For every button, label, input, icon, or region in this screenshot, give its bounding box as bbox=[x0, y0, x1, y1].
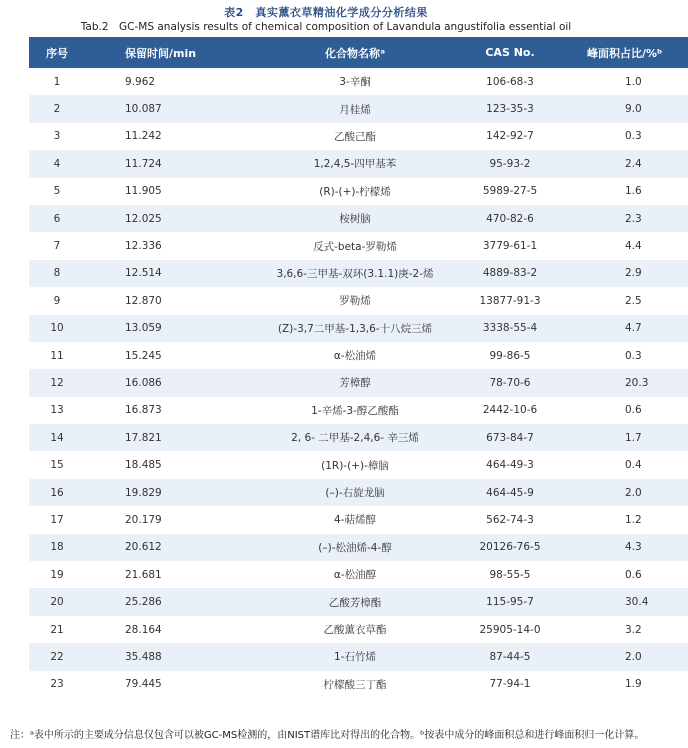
cell-no: 9 bbox=[53, 294, 61, 307]
cell-retention-time: 20.179 bbox=[125, 513, 162, 526]
cell-cas-no: 4889-83-2 bbox=[482, 267, 538, 280]
cell-peak-area: 0.6 bbox=[625, 568, 642, 581]
cell-no: 13 bbox=[50, 404, 64, 417]
cell-cas-no: 99-86-5 bbox=[489, 349, 531, 362]
cell-cas-no: 464-45-9 bbox=[486, 486, 534, 499]
header-cas-no: CAS No. bbox=[485, 46, 535, 59]
cell-cas-no: 106-68-3 bbox=[486, 75, 534, 88]
cell-peak-area: 0.4 bbox=[625, 459, 642, 472]
cell-peak-area: 1.2 bbox=[625, 513, 642, 526]
cell-compound-name: 罗勒烯 bbox=[339, 295, 371, 308]
cell-cas-no: 115-95-7 bbox=[486, 596, 534, 609]
header-retention-time: 保留时间/min bbox=[125, 46, 197, 60]
cell-no: 18 bbox=[50, 541, 64, 554]
cell-no: 23 bbox=[50, 678, 64, 691]
cell-retention-time: 12.025 bbox=[125, 212, 162, 225]
table-row bbox=[29, 315, 688, 342]
cell-retention-time: 35.488 bbox=[125, 650, 162, 663]
cell-retention-time: 17.821 bbox=[125, 431, 162, 444]
cell-retention-time: 12.870 bbox=[125, 294, 162, 307]
cell-no: 2 bbox=[53, 103, 61, 116]
cell-cas-no: 20126-76-5 bbox=[479, 541, 541, 554]
cell-cas-no: 95-93-2 bbox=[489, 157, 531, 170]
cell-cas-no: 87-44-5 bbox=[489, 650, 531, 663]
cell-peak-area: 4.4 bbox=[625, 240, 642, 253]
cell-cas-no: 123-35-3 bbox=[486, 103, 534, 116]
table-row bbox=[29, 205, 688, 232]
table-row bbox=[29, 68, 688, 95]
cell-compound-name: (Z)-3,7二甲基-1,3,6-十八烷三烯 bbox=[277, 322, 433, 335]
cell-no: 8 bbox=[53, 267, 61, 280]
cell-peak-area: 0.3 bbox=[625, 349, 642, 362]
cell-no: 21 bbox=[50, 623, 64, 636]
cell-cas-no: 25905-14-0 bbox=[479, 623, 541, 636]
header-compound-name: 化合物名称ᵃ bbox=[324, 46, 386, 60]
cell-no: 20 bbox=[50, 596, 64, 609]
cell-no: 3 bbox=[53, 130, 61, 143]
cell-compound-name: 1,2,4,5-四甲基苯 bbox=[313, 158, 397, 171]
cell-peak-area: 2.0 bbox=[625, 650, 642, 663]
cell-peak-area: 2.0 bbox=[625, 486, 642, 499]
cell-cas-no: 2442-10-6 bbox=[482, 404, 538, 417]
cell-cas-no: 77-94-1 bbox=[489, 678, 531, 691]
cell-cas-no: 562-74-3 bbox=[486, 513, 534, 526]
header-no: 序号 bbox=[46, 46, 68, 60]
cell-retention-time: 16.873 bbox=[125, 404, 162, 417]
table-row bbox=[29, 178, 688, 205]
cell-retention-time: 11.724 bbox=[125, 157, 162, 170]
cell-compound-name: 乙酸薰衣草酯 bbox=[323, 624, 387, 636]
table-row bbox=[29, 342, 688, 369]
table-row bbox=[29, 397, 688, 424]
cell-no: 4 bbox=[53, 157, 61, 170]
table-row bbox=[29, 561, 688, 588]
table-row bbox=[29, 424, 688, 451]
footnote: 注：ᵃ表中所示的主要成分信息仅包含可以被GC-MS检测的，由NIST谱库比对得出的化合物。ᵇ按表中成分的峰面积总和进行峰面积归一化计算。 bbox=[10, 730, 645, 741]
table-row bbox=[29, 150, 688, 177]
cell-compound-name: (R)-(+)-柠檬烯 bbox=[319, 185, 391, 198]
table-row bbox=[29, 123, 688, 150]
cell-no: 1 bbox=[53, 75, 61, 88]
cell-compound-name: 乙酸己酯 bbox=[334, 130, 376, 143]
cell-no: 15 bbox=[50, 459, 64, 472]
cell-peak-area: 1.9 bbox=[625, 678, 642, 691]
cell-compound-name: 4-萜烯醇 bbox=[334, 514, 376, 527]
cell-compound-name: 柠檬酸三丁酯 bbox=[323, 678, 387, 691]
cell-cas-no: 3338-55-4 bbox=[482, 322, 538, 335]
cell-retention-time: 16.086 bbox=[125, 376, 162, 389]
cell-compound-name: 月桂烯 bbox=[339, 103, 371, 116]
cell-cas-no: 13877-91-3 bbox=[479, 294, 541, 307]
cell-peak-area: 1.6 bbox=[625, 185, 642, 198]
table-title-en: Tab.2 GC-MS analysis results of chemical composition of Lavandula angustifolia essential oil bbox=[80, 21, 572, 33]
cell-retention-time: 10.087 bbox=[125, 103, 162, 116]
cell-cas-no: 98-55-5 bbox=[489, 568, 531, 581]
cell-compound-name: α-松油烯 bbox=[333, 350, 377, 363]
cell-retention-time: 28.164 bbox=[125, 623, 162, 636]
cell-peak-area: 4.3 bbox=[625, 541, 642, 554]
cell-compound-name: 乙酸芳樟酯 bbox=[328, 596, 382, 609]
cell-retention-time: 13.059 bbox=[125, 322, 162, 335]
cell-no: 6 bbox=[53, 212, 61, 225]
cell-compound-name: 芳樟醇 bbox=[339, 377, 371, 390]
cell-retention-time: 15.245 bbox=[125, 349, 162, 362]
cell-cas-no: 5989-27-5 bbox=[482, 185, 538, 198]
cell-retention-time: 21.681 bbox=[125, 568, 162, 581]
cell-compound-name: 2, 6- 二甲基-2,4,6- 辛三烯 bbox=[291, 432, 419, 445]
cell-retention-time: 11.905 bbox=[125, 185, 162, 198]
cell-cas-no: 464-49-3 bbox=[486, 459, 534, 472]
cell-peak-area: 0.3 bbox=[625, 130, 642, 143]
table-row bbox=[29, 232, 688, 259]
table-row bbox=[29, 479, 688, 506]
cell-no: 22 bbox=[50, 650, 64, 663]
composition-table bbox=[29, 37, 688, 698]
cell-peak-area: 0.6 bbox=[625, 404, 642, 417]
cell-peak-area: 2.4 bbox=[625, 157, 642, 170]
table-row bbox=[29, 95, 688, 122]
cell-peak-area: 2.3 bbox=[625, 212, 642, 225]
cell-no: 10 bbox=[50, 322, 64, 335]
cell-peak-area: 4.7 bbox=[625, 322, 642, 335]
table-row bbox=[29, 588, 688, 615]
cell-compound-name: 3-辛酮 bbox=[339, 76, 371, 89]
table-row bbox=[29, 451, 688, 478]
cell-retention-time: 9.962 bbox=[125, 75, 156, 88]
cell-cas-no: 142-92-7 bbox=[486, 130, 534, 143]
cell-compound-name: (–)-右旋龙脑 bbox=[325, 487, 385, 500]
cell-no: 12 bbox=[50, 376, 64, 389]
table-title-cn: 表2 真实薰衣草精油化学成分分析结果 bbox=[224, 6, 428, 19]
cell-peak-area: 9.0 bbox=[625, 103, 642, 116]
table-row bbox=[29, 287, 688, 314]
table-header-row bbox=[29, 37, 688, 68]
cell-no: 16 bbox=[50, 486, 64, 499]
cell-cas-no: 3779-61-1 bbox=[482, 240, 538, 253]
cell-compound-name: 1-石竹烯 bbox=[334, 651, 376, 664]
cell-compound-name: 桉树脑 bbox=[339, 213, 371, 226]
cell-retention-time: 18.485 bbox=[125, 459, 162, 472]
cell-peak-area: 1.0 bbox=[625, 75, 642, 88]
cell-peak-area: 1.7 bbox=[625, 431, 642, 444]
cell-compound-name: α-松油醇 bbox=[333, 569, 377, 582]
table-row bbox=[29, 506, 688, 533]
cell-cas-no: 470-82-6 bbox=[486, 212, 534, 225]
table-row bbox=[29, 260, 688, 287]
cell-no: 17 bbox=[50, 513, 64, 526]
cell-retention-time: 12.336 bbox=[125, 240, 162, 253]
table-row bbox=[29, 643, 688, 670]
cell-compound-name: (–)-松油烯-4-醇 bbox=[318, 541, 392, 554]
table-row bbox=[29, 534, 688, 561]
cell-retention-time: 25.286 bbox=[125, 596, 162, 609]
cell-no: 14 bbox=[50, 431, 64, 444]
cell-compound-name: 3,6,6-三甲基-双环(3.1.1)庚-2-烯 bbox=[276, 267, 434, 280]
table-row bbox=[29, 616, 688, 643]
cell-retention-time: 79.445 bbox=[125, 678, 162, 691]
header-peak-area: 峰面积占比/%ᵇ bbox=[587, 46, 663, 60]
cell-peak-area: 2.9 bbox=[625, 267, 642, 280]
cell-compound-name: (1R)-(+)-樟脑 bbox=[321, 459, 389, 472]
cell-retention-time: 11.242 bbox=[125, 130, 162, 143]
cell-compound-name: 1-辛烯-3-醇乙酸酯 bbox=[311, 404, 399, 417]
cell-retention-time: 12.514 bbox=[125, 267, 162, 280]
cell-compound-name: 反式-beta-罗勒烯 bbox=[313, 240, 397, 253]
cell-peak-area: 2.5 bbox=[625, 294, 642, 307]
cell-cas-no: 78-70-6 bbox=[489, 376, 531, 389]
cell-peak-area: 3.2 bbox=[625, 623, 642, 636]
cell-peak-area: 20.3 bbox=[625, 376, 649, 389]
cell-retention-time: 20.612 bbox=[125, 541, 162, 554]
table-row bbox=[29, 671, 688, 698]
cell-retention-time: 19.829 bbox=[125, 486, 162, 499]
cell-no: 7 bbox=[53, 240, 61, 253]
cell-peak-area: 30.4 bbox=[625, 596, 649, 609]
cell-cas-no: 673-84-7 bbox=[486, 431, 534, 444]
table-body bbox=[29, 68, 688, 698]
table-row bbox=[29, 369, 688, 396]
cell-no: 11 bbox=[50, 349, 64, 362]
cell-no: 19 bbox=[50, 568, 64, 581]
cell-no: 5 bbox=[53, 185, 61, 198]
